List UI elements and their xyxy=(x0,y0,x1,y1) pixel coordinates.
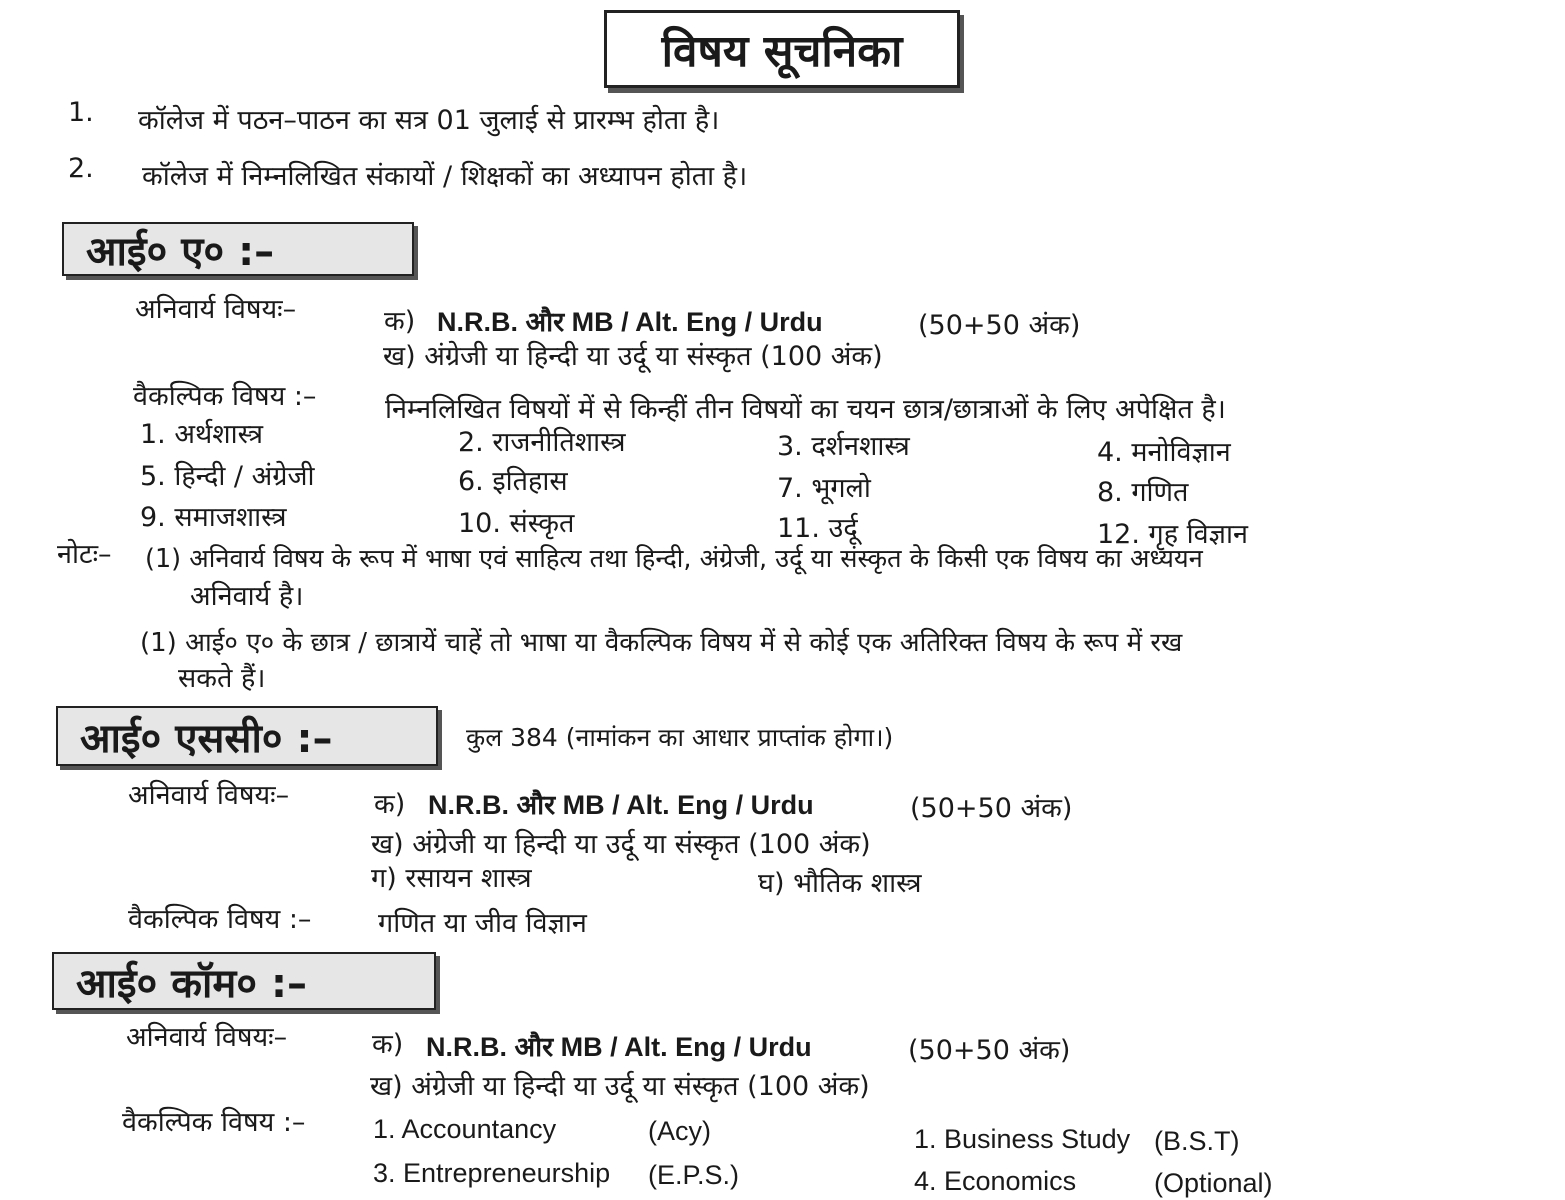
ia-subject: 7. भूगलो xyxy=(777,473,871,504)
ia-subject: 6. इतिहास xyxy=(458,466,568,497)
icom-comp-a-main: N.R.B. और MB / Alt. Eng / Urdu xyxy=(426,1032,812,1062)
ia-comp-a-marks: (50+50 अंक) xyxy=(918,310,1081,341)
isc-total-note: कुल 384 (नामांकन का आधार प्राप्तांक होगा।) xyxy=(466,723,894,752)
intro-num-1: 1. xyxy=(68,97,94,128)
ia-heading: आई० ए० :– xyxy=(86,228,275,275)
ia-comp-a-prefix: क) xyxy=(384,306,416,337)
ia-subject: 9. समाजशास्त्र xyxy=(140,502,287,533)
isc-comp-a-marks: (50+50 अंक) xyxy=(910,793,1073,824)
isc-optional-text: गणित या जीव विज्ञान xyxy=(378,908,587,939)
isc-comp-a-prefix: क) xyxy=(374,789,406,820)
icom-comp-a-marks: (50+50 अंक) xyxy=(908,1035,1071,1066)
ia-comp-b: ख) अंग्रेजी या हिन्दी या उर्दू या संस्कृत (100 अंक) xyxy=(383,341,883,372)
icom-comp-b: ख) अंग्रेजी या हिन्दी या उर्दू या संस्कृत (100 अंक) xyxy=(370,1071,870,1102)
icom-optional-label: वैकल्पिक विषय :– xyxy=(122,1107,306,1138)
ia-note1-line2: अनिवार्य है। xyxy=(190,581,304,612)
ia-subject: 8. गणित xyxy=(1097,477,1189,508)
isc-optional-label: वैकल्पिक विषय :– xyxy=(128,904,312,935)
page-title: विषय सूचनिका xyxy=(661,26,903,77)
icom-option-abbr: (B.S.T) xyxy=(1154,1126,1240,1156)
ia-note2-line2: सकते हैं। xyxy=(178,663,266,694)
icom-heading: आई० कॉम० :– xyxy=(76,960,307,1007)
ia-heading-box xyxy=(62,222,414,276)
icom-compulsory-label: अनिवार्य विषयः– xyxy=(126,1022,288,1053)
ia-optional-label: वैकल्पिक विषय :– xyxy=(133,381,317,412)
isc-comp-c: ग) रसायन शास्त्र xyxy=(371,863,532,894)
ia-note-label: नोटः– xyxy=(57,539,112,570)
ia-subject: 4. मनोविज्ञान xyxy=(1097,437,1231,468)
icom-option-name: 3. Entrepreneurship xyxy=(373,1158,611,1188)
intro-num-2: 2. xyxy=(68,153,94,184)
ia-note2-line1: (1) आई० ए० के छात्र / छात्रायें चाहें तो भाषा या वैकल्पिक विषय में से कोई एक अतिरिक्त विषय के रूप में रख xyxy=(140,628,1183,658)
ia-subject: 12. गृह विज्ञान xyxy=(1097,519,1248,550)
ia-subject: 10. संस्कृत xyxy=(458,508,575,539)
isc-comp-b: ख) अंग्रेजी या हिन्दी या उर्दू या संस्कृत (100 अंक) xyxy=(371,829,871,860)
icom-option-name: 4. Economics xyxy=(914,1166,1077,1196)
isc-heading-box xyxy=(56,706,438,766)
icom-comp-a-prefix: क) xyxy=(372,1029,404,1060)
isc-heading: आई० एससी० :– xyxy=(80,715,333,762)
icom-option-abbr: (Optional) xyxy=(1154,1168,1273,1198)
isc-compulsory-label: अनिवार्य विषयः– xyxy=(128,780,290,811)
ia-subject: 1. अर्थशास्त्र xyxy=(140,419,263,450)
ia-subject: 5. हिन्दी / अंग्रेजी xyxy=(140,461,315,492)
ia-optional-text: निम्नलिखित विषयों में से किन्हीं तीन विषयों का चयन छात्र/छात्राओं के लिए अपेक्षित है। xyxy=(385,394,1226,425)
icom-option-name: 1. Business Study xyxy=(914,1124,1131,1154)
ia-note1-line1: (1) अनिवार्य विषय के रूप में भाषा एवं साहित्य तथा हिन्दी, अंग्रेजी, उर्दू या संस्कृत के किसी एक विषय का अध्ययन xyxy=(145,544,1203,574)
ia-subject: 11. उर्दू xyxy=(777,513,858,544)
ia-subject: 2. राजनीतिशास्त्र xyxy=(458,427,626,458)
ia-compulsory-label: अनिवार्य विषयः– xyxy=(135,294,297,325)
intro-text-2: कॉलेज में निम्नलिखित संकायों / शिक्षकों का अध्यापन होता है। xyxy=(142,161,748,192)
icom-option-abbr: (Acy) xyxy=(648,1116,711,1146)
isc-comp-a-main: N.R.B. और MB / Alt. Eng / Urdu xyxy=(428,790,814,820)
isc-comp-d: घ) भौतिक शास्त्र xyxy=(758,868,922,899)
intro-text-1: कॉलेज में पठन–पाठन का सत्र 01 जुलाई से प्रारम्भ होता है। xyxy=(138,105,720,136)
icom-option-name: 1. Accountancy xyxy=(373,1114,557,1144)
ia-subject: 3. दर्शनशास्त्र xyxy=(777,431,910,462)
icom-heading-box xyxy=(52,952,436,1010)
page-title-box xyxy=(604,10,960,88)
icom-option-abbr: (E.P.S.) xyxy=(648,1160,740,1190)
ia-comp-a-main: N.R.B. और MB / Alt. Eng / Urdu xyxy=(437,307,823,337)
